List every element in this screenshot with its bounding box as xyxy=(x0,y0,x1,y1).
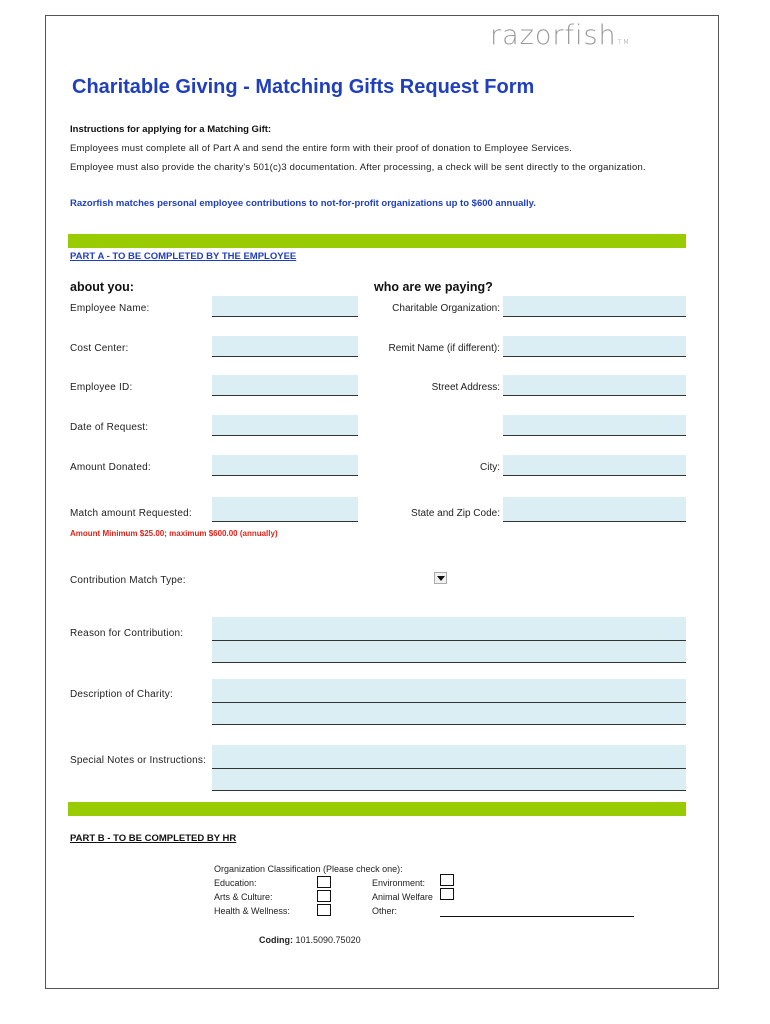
description-field[interactable] xyxy=(212,679,686,725)
state-zip-label: State and Zip Code: xyxy=(411,508,500,519)
match-amount-field[interactable] xyxy=(212,497,358,522)
employee-name-field[interactable] xyxy=(212,296,358,317)
street-address-line-2-field[interactable] xyxy=(503,415,686,436)
match-type-dropdown[interactable] xyxy=(434,572,447,584)
remit-name-label: Remit Name (if different): xyxy=(388,343,500,354)
arts-culture-checkbox[interactable] xyxy=(317,890,331,902)
street-address-label: Street Address: xyxy=(431,382,500,393)
description-field-divider xyxy=(212,702,686,703)
reason-field[interactable] xyxy=(212,617,686,663)
special-notes-field-divider xyxy=(212,768,686,769)
date-of-request-field[interactable] xyxy=(212,415,358,436)
coding-value: 101.5090.75020 xyxy=(295,935,361,945)
special-notes-field[interactable] xyxy=(212,745,686,791)
state-zip-field[interactable] xyxy=(503,497,686,522)
description-label: Description of Charity: xyxy=(70,689,173,700)
employee-id-label: Employee ID: xyxy=(70,382,133,393)
education-checkbox[interactable] xyxy=(317,876,331,888)
street-address-field[interactable] xyxy=(503,375,686,396)
other-line-field[interactable] xyxy=(440,916,634,917)
reason-label: Reason for Contribution: xyxy=(70,628,184,639)
arts-culture-label: Arts & Culture: xyxy=(214,892,273,902)
charitable-org-label: Charitable Organization: xyxy=(392,303,500,314)
instructions-heading: Instructions for applying for a Matching Gift: xyxy=(70,124,272,135)
employee-id-field[interactable] xyxy=(212,375,358,396)
match-type-label: Contribution Match Type: xyxy=(70,575,186,586)
reason-field-divider xyxy=(212,640,686,641)
employee-name-label: Employee Name: xyxy=(70,303,150,314)
environment-label: Environment: xyxy=(372,878,426,888)
amount-donated-field[interactable] xyxy=(212,455,358,476)
amount-donated-label: Amount Donated: xyxy=(70,462,151,473)
other-label: Other: xyxy=(372,906,398,916)
special-notes-label: Special Notes or Instructions: xyxy=(70,755,207,766)
section-divider-b xyxy=(68,802,686,816)
animal-welfare-label: Animal Welfare xyxy=(372,892,433,902)
animal-welfare-checkbox[interactable] xyxy=(440,888,454,900)
education-label: Education: xyxy=(214,878,257,888)
match-amount-label: Match amount Requested: xyxy=(70,508,192,519)
page-title: Charitable Giving - Matching Gifts Request Form xyxy=(72,76,535,98)
cost-center-label: Cost Center: xyxy=(70,343,129,354)
date-of-request-label: Date of Request: xyxy=(70,422,149,433)
classification-label: Organization Classification (Please check one): xyxy=(214,864,403,874)
city-field[interactable] xyxy=(503,455,686,476)
coding-label: Coding: xyxy=(259,935,293,945)
health-wellness-label: Health & Wellness: xyxy=(214,906,290,916)
razorfish-logo: razorfishTM xyxy=(490,20,630,51)
part-b-heading: PART B - TO BE COMPLETED BY HR xyxy=(70,833,237,844)
remit-name-field[interactable] xyxy=(503,336,686,357)
health-wellness-checkbox[interactable] xyxy=(317,904,331,916)
who-paying-heading: who are we paying? xyxy=(374,280,493,294)
coding-line xyxy=(259,935,361,945)
match-amount-note: Amount Minimum $25.00; maximum $600.00 (annually) xyxy=(70,529,278,538)
cost-center-field[interactable] xyxy=(212,336,358,357)
part-a-heading: PART A - TO BE COMPLETED BY THE EMPLOYEE xyxy=(70,251,297,262)
instructions-line-2: Employee must also provide the charity's 501(c)3 documentation. After processing, a check will be sent directly to the organization. xyxy=(70,162,646,173)
environment-checkbox[interactable] xyxy=(440,874,454,886)
charitable-org-field[interactable] xyxy=(503,296,686,317)
city-label: City: xyxy=(480,462,500,473)
about-you-heading: about you: xyxy=(70,280,134,294)
instructions-line-1: Employees must complete all of Part A and send the entire form with their proof of donation to Employee Services. xyxy=(70,143,573,154)
section-divider-a xyxy=(68,234,686,248)
match-limit-note: Razorfish matches personal employee contributions to not-for-profit organizations up to $600 annually. xyxy=(70,198,536,209)
